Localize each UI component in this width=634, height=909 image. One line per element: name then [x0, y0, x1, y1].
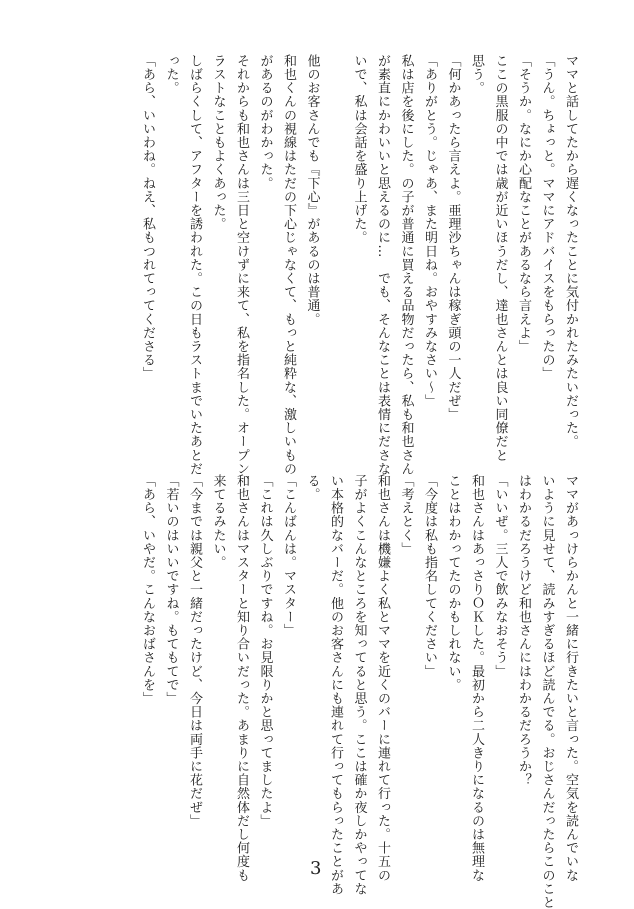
text-line: 来てるみたい。 — [210, 474, 226, 570]
text-block-bottom — [136, 474, 583, 909]
text-line: った。 — [163, 54, 179, 95]
text-line: る。 — [304, 474, 320, 502]
text-line: ママがあっけらかんと一緒に行きたいと言った。空気を読んでいな — [563, 474, 578, 882]
text-line: それからも和也さんは三日と空けずに来て、私を指名した。オープン、 — [234, 54, 249, 490]
page-number: 3 — [310, 858, 322, 879]
text-line: 「今度は私も指名してください」 — [422, 474, 437, 678]
text-line: 子がよくこんなところを知ってると思う。ここは確か夜しかやってな — [351, 474, 367, 896]
text-line: い本格的なバーだ。他のお客さんにも連れて行ってもらったことがあ — [328, 474, 343, 896]
text-line: 「ありがとう。じゃあ、また明日ね。おやすみなさい～」 — [422, 54, 437, 408]
text-line — [324, 54, 348, 454]
text-line: いように見せて、読みすぎるほど読んでる。おじさんだったらこのこと — [539, 474, 555, 909]
text-line: が素直にかわいいと思えるのに… でも、そんなことは表情にださな — [375, 54, 390, 476]
text-line: 「考えとく」 — [398, 474, 414, 556]
text-line: ママと話してたから遅くなったことに気付かれたみたいだった。 — [563, 54, 578, 449]
text-line: 思う。 — [469, 54, 484, 95]
text-line: 「あら、いいわね。ねえ、私もつれてってくださる」 — [140, 54, 155, 381]
text-line: ラストなこともよくあった。 — [210, 54, 226, 231]
text-line: しばらくして、アフターを誘われた。この日もラストまでいたあとだ — [187, 54, 202, 476]
text-line: いで、私は会話を盛り上げた。 — [351, 54, 367, 245]
text-line: 「何かあったら言えよ。亜理沙ちゃんは稼ぎ頭の一人だぜ」 — [445, 54, 461, 422]
text-line: 「若いのはいいですね。もてもてで」 — [163, 474, 179, 706]
text-line: 「いいぜ。三人で飲みなおそう」 — [492, 474, 508, 678]
text-line: はわかるだろうけど和也さんにはわかるだろうか？ — [516, 474, 531, 787]
text-line: 和也さんはあっさりＯＫした。最初から二人きりになるのは無理な — [469, 474, 484, 882]
text-line: ここの黒服の中では歳が近いほうだし、達也さんとは良い同僚だと — [492, 54, 508, 462]
text-line: 「これは久しぶりですね。お見限りかと思ってましたよ」 — [257, 474, 273, 828]
text-line: 私は店を後にした。の子が普通に買える品物だったら、私も和也さん — [398, 54, 414, 476]
text-line: 和也さんは機嫌よく私とママを近くのバーに連れて行った。十五の — [375, 474, 390, 882]
text-line: 「こんばんは。マスター」 — [281, 474, 296, 638]
text-line: 「そうか。なにか心配なことがあるなら言えよ」 — [516, 54, 531, 354]
text-line: があるのがわかった。 — [257, 54, 273, 190]
text-line: 他のお客さんでも『下心』があるのは普通。 — [304, 54, 320, 326]
text-line: 「今までは親父と一緒だったけど、今日は両手に花だぜ」 — [187, 474, 202, 828]
text-line: ことはわかってたのかもしれない。 — [445, 474, 461, 692]
text-line: 「うん。ちょっと。ママにアドバイスをもらったの」 — [539, 54, 555, 381]
text-block-top — [136, 54, 583, 490]
text-line: 「あら、いやだ。こんなおばさんを」 — [140, 474, 155, 706]
text-line: 和也くんの視線はただの下心じゃなくて、もっと純粋な、激しいもの — [281, 54, 296, 476]
text-line: 和也さんはマスターと知り合いだった。あまりに自然体だし何度も — [234, 474, 249, 882]
